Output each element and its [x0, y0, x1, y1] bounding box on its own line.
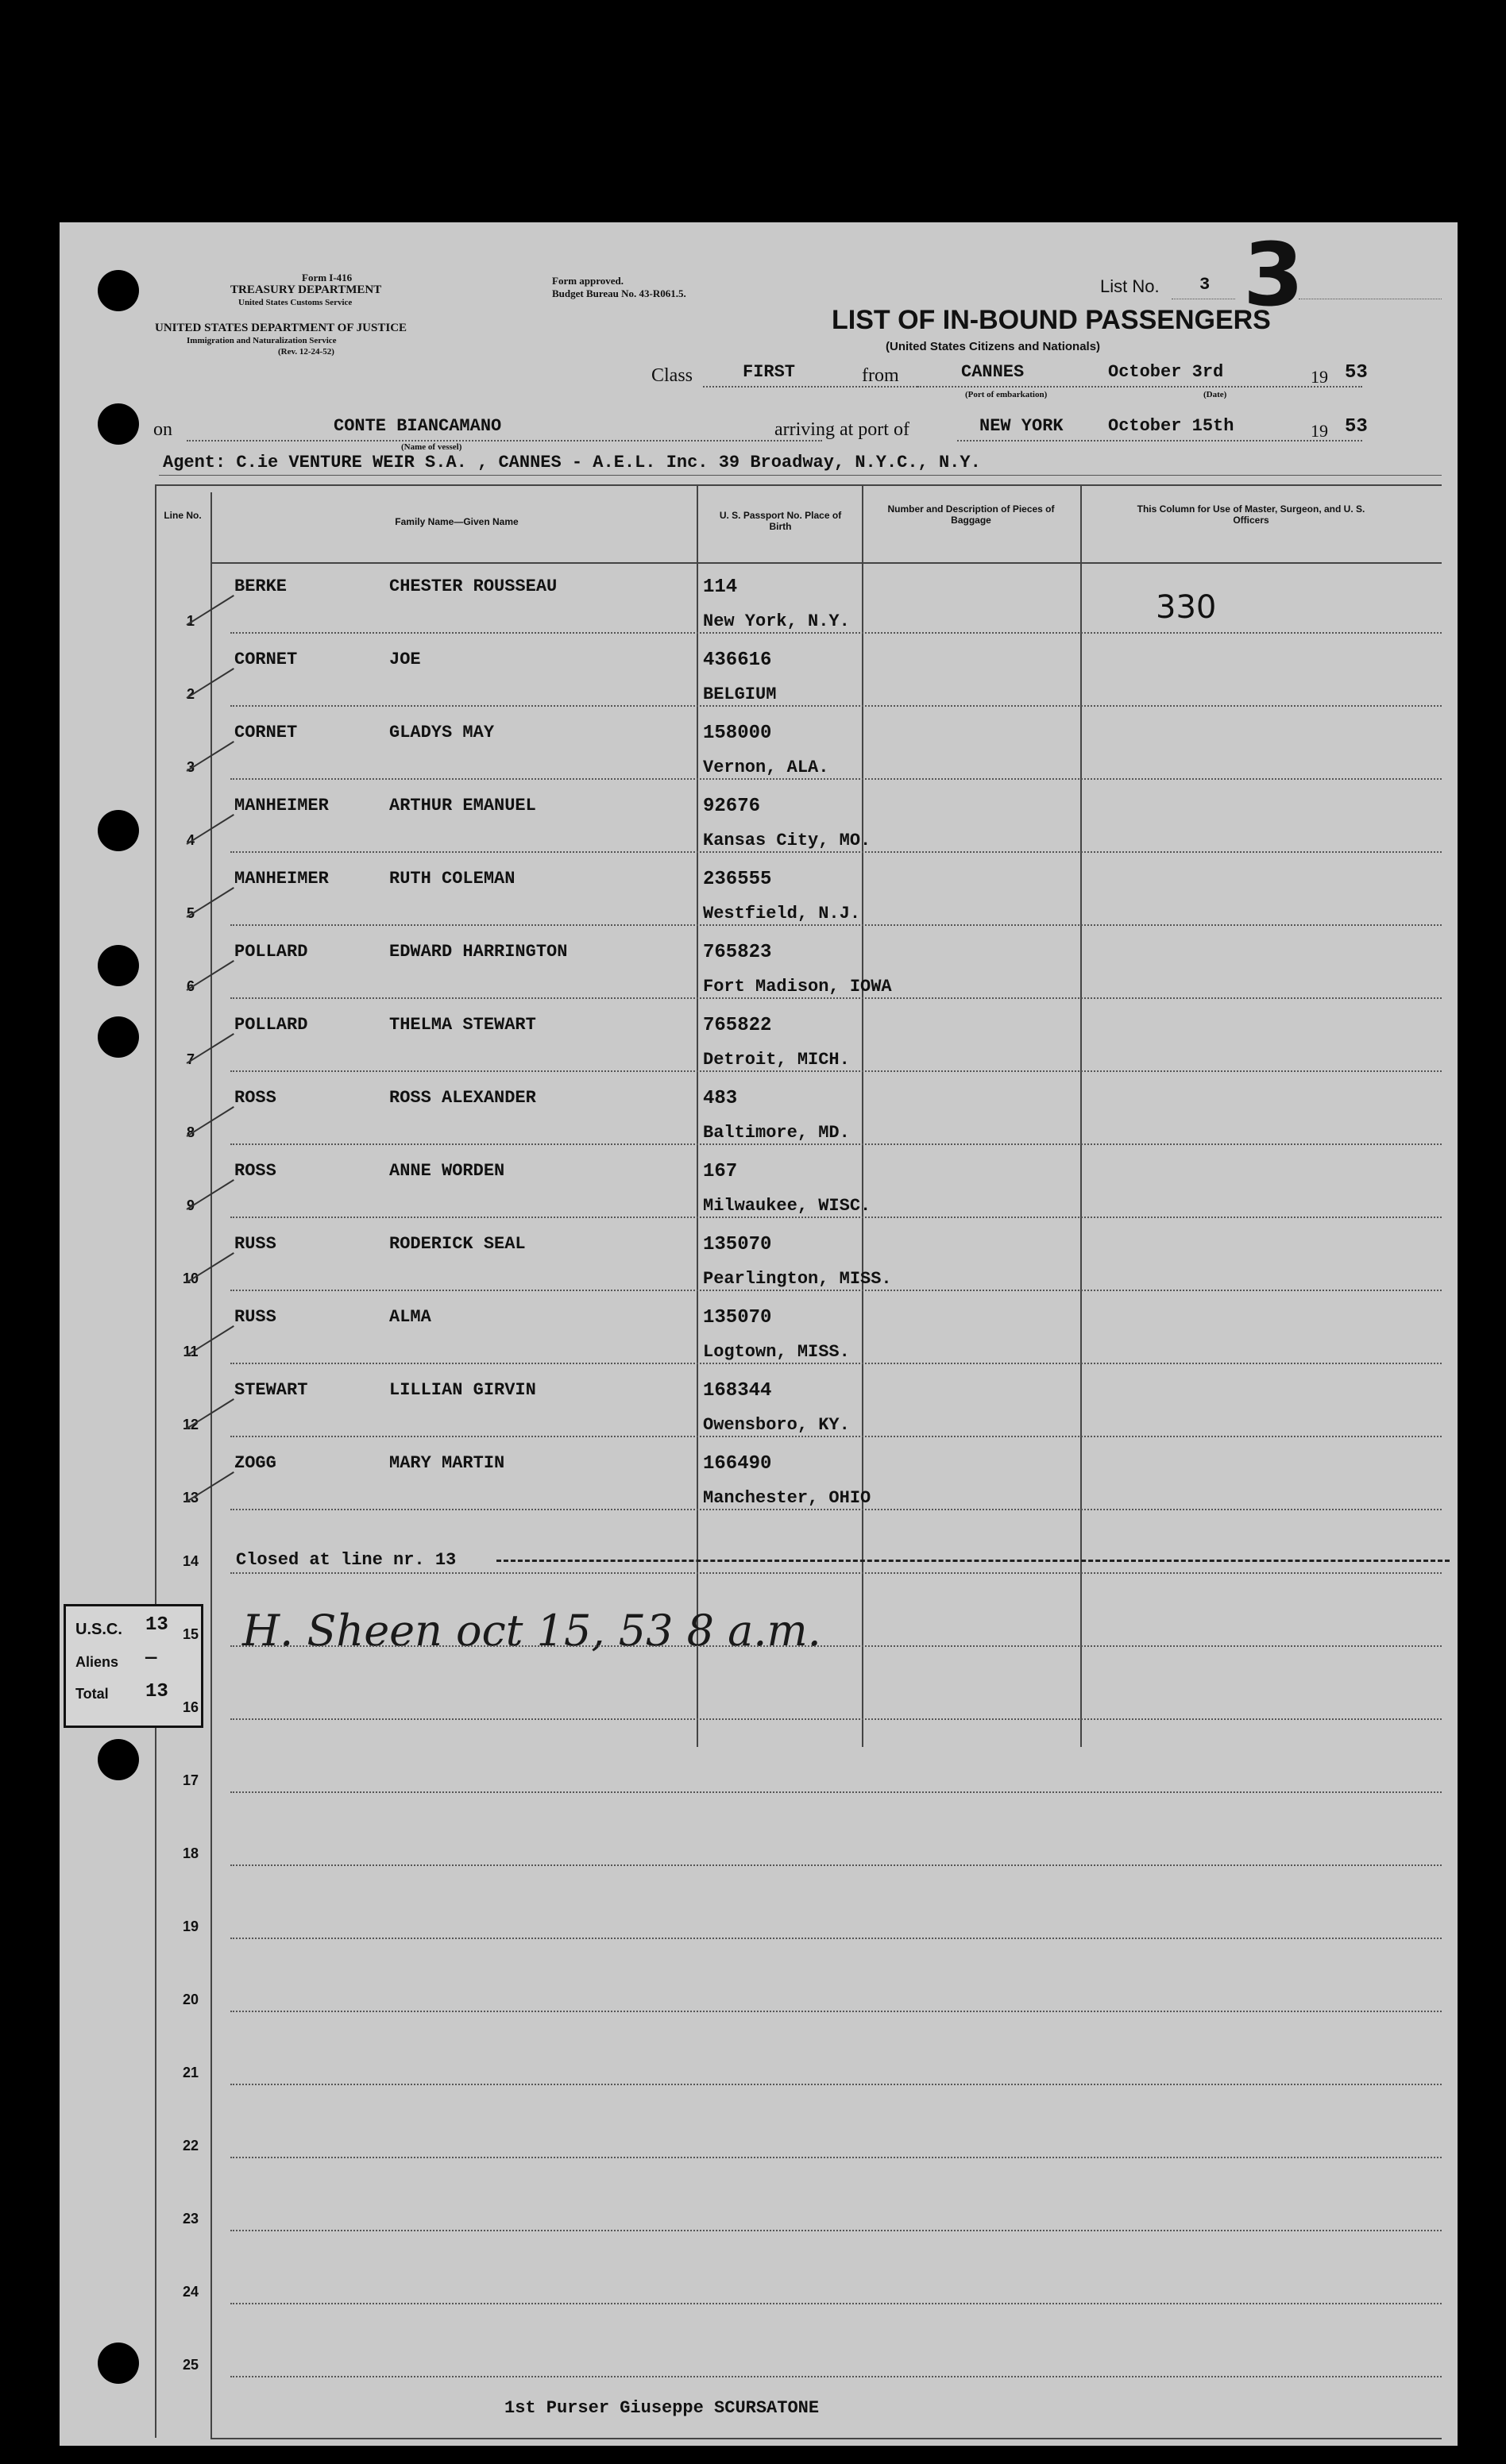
passport-number: 236555	[703, 869, 772, 890]
passport-number: 135070	[703, 1234, 772, 1255]
passport-number: 135070	[703, 1307, 772, 1328]
list-no-label: List No.	[1100, 276, 1160, 296]
closed-note: Closed at line nr. 13	[236, 1550, 457, 1570]
family-name: RUSS	[234, 1234, 276, 1254]
empty-row	[60, 2163, 1458, 2236]
stamp-total-label: Total	[75, 1686, 109, 1702]
table-row	[60, 1004, 1458, 1077]
revision: (Rev. 12-24-52)	[278, 347, 334, 357]
line-number: 3	[186, 759, 195, 775]
col-baggage: Number and Description of Pieces of Baggage	[887, 503, 1055, 526]
empty-row	[60, 1798, 1458, 1871]
family-name: ZOGG	[234, 1453, 276, 1473]
given-name: ARTHUR EMANUEL	[389, 796, 536, 816]
place-of-birth: Milwaukee, WISC.	[703, 1196, 871, 1216]
family-name: CORNET	[234, 650, 298, 669]
line-number: 5	[186, 905, 195, 921]
line-number: 13	[182, 1490, 199, 1506]
given-name: ANNE WORDEN	[389, 1161, 505, 1181]
given-name: THELMA STEWART	[389, 1015, 536, 1035]
given-name: ROSS ALEXANDER	[389, 1088, 536, 1108]
class-value: FIRST	[743, 362, 796, 382]
stamp-aliens-value: —	[145, 1648, 157, 1669]
line-number: 12	[182, 1417, 199, 1433]
arrival-year-prefix: 19	[1311, 421, 1328, 441]
vessel-caption: (Name of vessel)	[401, 442, 462, 452]
table-row	[60, 565, 1458, 638]
place-of-birth: Logtown, MISS.	[703, 1342, 850, 1362]
line-number: 16	[182, 1699, 199, 1715]
family-name: POLLARD	[234, 942, 308, 962]
col-officers: This Column for Use of Master, Surgeon, and U. S. Officers	[1137, 503, 1365, 526]
family-name: RUSS	[234, 1307, 276, 1327]
stamp-usc-label: U.S.C.	[75, 1621, 122, 1638]
table-row	[60, 638, 1458, 711]
passport-number: 166490	[703, 1453, 772, 1475]
place-of-birth: Westfield, N.J.	[703, 904, 861, 924]
line-number: 17	[182, 1772, 199, 1788]
passport-number: 158000	[703, 723, 772, 744]
line-number: 20	[182, 1992, 199, 2007]
treasury-dept: TREASURY DEPARTMENT	[230, 283, 382, 296]
empty-row	[60, 1652, 1458, 1725]
ins-service: Immigration and Naturalization Service	[187, 336, 337, 345]
passport-number: 114	[703, 576, 738, 598]
page-title: LIST OF IN-BOUND PASSENGERS	[832, 305, 1271, 335]
family-name: ROSS	[234, 1161, 276, 1181]
place-of-birth: New York, N.Y.	[703, 611, 850, 631]
embark-year: 53	[1345, 362, 1368, 384]
line-number: 1	[186, 613, 195, 629]
empty-row	[60, 1579, 1458, 1652]
given-name: ALMA	[389, 1307, 431, 1327]
punch-hole	[98, 403, 139, 445]
line-number: 22	[182, 2138, 199, 2154]
line-number: 21	[182, 2065, 199, 2080]
embark-caption: (Port of embarkation)	[965, 390, 1048, 399]
given-name: JOE	[389, 650, 421, 669]
list-no-value: 3	[1199, 275, 1211, 295]
place-of-birth: Vernon, ALA.	[703, 758, 829, 777]
on-label: on	[153, 419, 172, 440]
line-number: 24	[182, 2284, 199, 2300]
table-row	[60, 1442, 1458, 1515]
given-name: RODERICK SEAL	[389, 1234, 526, 1254]
empty-row	[60, 2017, 1458, 2090]
stamp-aliens-label: Aliens	[75, 1654, 119, 1670]
table-row	[60, 1223, 1458, 1296]
line-number: 4	[186, 832, 195, 848]
embark-port: CANNES	[961, 362, 1025, 382]
place-of-birth: Manchester, OHIO	[703, 1488, 871, 1508]
officer-note: 330	[1156, 589, 1217, 626]
empty-row	[60, 1871, 1458, 1944]
passport-number: 483	[703, 1088, 738, 1109]
empty-row	[60, 1506, 1458, 1579]
place-of-birth: Kansas City, MO.	[703, 831, 871, 850]
family-name: BERKE	[234, 576, 288, 596]
passport-number: 92676	[703, 796, 761, 817]
budget-bureau: Budget Bureau No. 43-R061.5.	[552, 287, 686, 299]
big-list-number: 3	[1243, 224, 1304, 326]
place-of-birth: Fort Madison, IOWA	[703, 977, 892, 997]
place-of-birth: Detroit, MICH.	[703, 1050, 850, 1070]
page-subtitle: (United States Citizens and Nationals)	[886, 340, 1101, 353]
date-caption: (Date)	[1203, 390, 1227, 399]
stamp-total-value: 13	[145, 1681, 168, 1702]
table-row	[60, 1296, 1458, 1369]
given-name: RUTH COLEMAN	[389, 869, 516, 889]
table-row	[60, 931, 1458, 1004]
given-name: CHESTER ROUSSEAU	[389, 576, 558, 596]
given-name: GLADYS MAY	[389, 723, 495, 742]
line-number: 10	[182, 1271, 199, 1286]
given-name: MARY MARTIN	[389, 1453, 505, 1473]
form-approved: Form approved.	[552, 275, 624, 287]
empty-row	[60, 1944, 1458, 2017]
col-name: Family Name—Given Name	[395, 516, 519, 527]
class-label: Class	[651, 365, 693, 386]
place-of-birth: Pearlington, MISS.	[703, 1269, 892, 1289]
family-name: STEWART	[234, 1380, 308, 1400]
passport-number: 168344	[703, 1380, 772, 1402]
line-number: 9	[186, 1197, 195, 1213]
manifest-page	[60, 222, 1458, 2446]
family-name: MANHEIMER	[234, 869, 329, 889]
table-row	[60, 711, 1458, 785]
family-name: CORNET	[234, 723, 298, 742]
form-number: Form I-416	[302, 272, 353, 283]
line-number: 11	[183, 1344, 199, 1359]
table-row	[60, 1369, 1458, 1442]
table-row	[60, 1077, 1458, 1150]
passport-number: 765823	[703, 942, 772, 963]
justice-dept: UNITED STATES DEPARTMENT OF JUSTICE	[155, 322, 407, 334]
stamp-usc-value: 13	[145, 1614, 168, 1636]
customs-service: United States Customs Service	[238, 298, 353, 307]
col-passport: U. S. Passport No. Place of Birth	[719, 510, 842, 532]
line-number: 6	[186, 978, 195, 994]
empty-row	[60, 2090, 1458, 2163]
line-number: 14	[182, 1553, 199, 1569]
family-name: ROSS	[234, 1088, 276, 1108]
passport-number: 436616	[703, 650, 772, 671]
arriving-label: arriving at port of	[774, 419, 909, 440]
punch-hole	[98, 270, 139, 311]
table-row	[60, 785, 1458, 858]
given-name: EDWARD HARRINGTON	[389, 942, 568, 962]
arrival-port: NEW YORK	[979, 416, 1064, 436]
line-number: 8	[186, 1124, 195, 1140]
line-number: 15	[182, 1626, 199, 1642]
empty-row	[60, 2309, 1458, 2382]
passport-number: 765822	[703, 1015, 772, 1036]
table-row	[60, 1150, 1458, 1223]
given-name: LILLIAN GIRVIN	[389, 1380, 536, 1400]
purser-signature: 1st Purser Giuseppe SCURSATONE	[504, 2398, 820, 2418]
from-label: from	[862, 365, 899, 386]
line-number: 23	[182, 2211, 199, 2227]
table-row	[60, 858, 1458, 931]
empty-row	[60, 2236, 1458, 2309]
place-of-birth: Baltimore, MD.	[703, 1123, 850, 1143]
arrival-date: October 15th	[1108, 416, 1234, 436]
line-number: 2	[186, 686, 195, 702]
year-prefix: 19	[1311, 367, 1328, 387]
line-number: 7	[186, 1051, 195, 1067]
arrival-year: 53	[1345, 416, 1368, 438]
family-name: MANHEIMER	[234, 796, 329, 816]
vessel-name: CONTE BIANCAMANO	[334, 416, 502, 436]
handwritten-signature: H. Sheen oct 15, 53 8 a.m.	[242, 1606, 821, 1656]
empty-row	[60, 1725, 1458, 1798]
place-of-birth: BELGIUM	[703, 684, 777, 704]
line-number: 19	[182, 1918, 199, 1934]
line-number: 25	[182, 2357, 199, 2373]
agent-line: Agent: C.ie VENTURE WEIR S.A. , CANNES - A.E.L. Inc. 39 Broadway, N.Y.C., N.Y.	[163, 453, 981, 472]
line-number: 18	[182, 1845, 199, 1861]
place-of-birth: Owensboro, KY.	[703, 1415, 850, 1435]
embark-date: October 3rd	[1108, 362, 1224, 382]
family-name: POLLARD	[234, 1015, 308, 1035]
passport-number: 167	[703, 1161, 738, 1182]
col-line-no: Line No.	[164, 510, 202, 521]
